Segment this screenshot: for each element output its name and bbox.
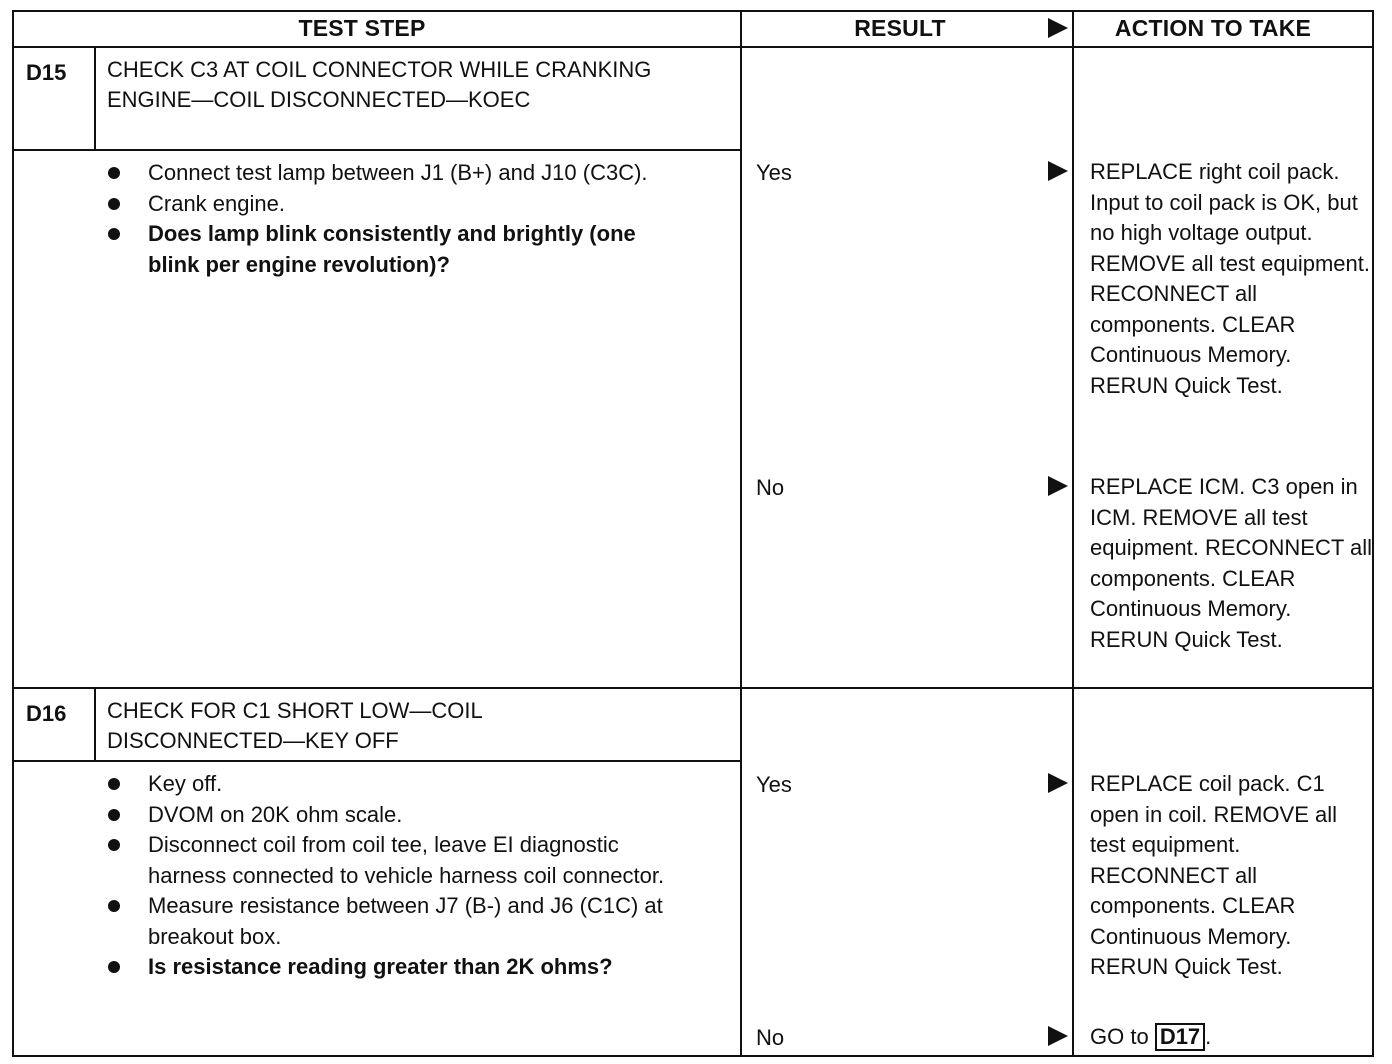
result-no-d16: No	[756, 1025, 785, 1050]
bullet-icon	[108, 198, 120, 210]
result-yes-d16: Yes	[756, 772, 792, 797]
col-divider-result	[740, 10, 742, 1057]
header-result: RESULT	[854, 15, 946, 41]
d16-id-divider	[94, 687, 96, 761]
bullet-icon	[108, 839, 120, 851]
bullet-icon	[108, 900, 120, 912]
step-bullets-d16	[108, 769, 668, 983]
list-item: Is resistance reading greater than 2K ohms?	[108, 952, 668, 983]
list-item: Connect test lamp between J1 (B+) and J10 (C3C).	[108, 158, 668, 189]
result-no-d15: No	[756, 475, 785, 500]
action-suffix: .	[1205, 1024, 1212, 1049]
result-yes-d15: Yes	[756, 160, 792, 185]
header-action: ACTION TO TAKE	[1114, 15, 1312, 41]
action-no-d16	[1090, 1022, 1375, 1053]
step-title-d16: CHECK FOR C1 SHORT LOW—COIL DISCONNECTED—KEY OFF	[107, 698, 482, 753]
bullet-icon	[108, 961, 120, 973]
action-yes-d15: REPLACE right coil pack. Input to coil pack is OK, but no high voltage output. REMOVE all test equipment. RECONNECT all components. CLEAR Continuous Memory. RERUN Quick Test.	[1090, 159, 1371, 398]
step-reference: D17	[1155, 1023, 1205, 1051]
list-item: Key off.	[108, 769, 668, 800]
list-item: Measure resistance between J7 (B-) and J6 (C1C) at breakout box.	[108, 891, 668, 952]
d16-title-divider	[12, 760, 742, 762]
bullet-icon	[108, 809, 120, 821]
col-divider-action	[1072, 10, 1074, 1057]
bullet-icon	[108, 228, 120, 240]
step-id-d16: D16	[26, 701, 67, 726]
list-item: Does lamp blink consistently and brightly (one blink per engine revolution)?	[108, 219, 668, 280]
d15-id-divider	[94, 46, 96, 150]
arrow-icon	[1048, 773, 1068, 793]
section-divider	[12, 687, 1374, 689]
arrow-icon	[1048, 161, 1068, 181]
header-test-step: TEST STEP	[298, 15, 426, 41]
bullet-icon	[108, 778, 120, 790]
step-title-d15: CHECK C3 AT COIL CONNECTOR WHILE CRANKING ENGINE—COIL DISCONNECTED—KOEC	[107, 57, 652, 112]
list-item: Crank engine.	[108, 189, 668, 220]
header-divider	[12, 46, 1374, 48]
list-item: Disconnect coil from coil tee, leave EI diagnostic harness connected to vehicle harness coil connector.	[108, 830, 668, 891]
header-arrow-icon	[1048, 18, 1068, 38]
step-id-d15: D15	[26, 60, 67, 85]
list-item: DVOM on 20K ohm scale.	[108, 800, 668, 831]
action-yes-d16: REPLACE coil pack. C1 open in coil. REMOVE all test equipment. RECONNECT all components. CLEAR Continuous Memory. RERUN Quick Test.	[1090, 771, 1337, 979]
action-prefix: GO to	[1090, 1024, 1149, 1049]
d15-title-divider	[12, 149, 742, 151]
arrow-icon	[1048, 1026, 1068, 1046]
action-no-d15: REPLACE ICM. C3 open in ICM. REMOVE all test equipment. RECONNECT all components. CLEAR Continuous Memory. RERUN Quick Test.	[1090, 474, 1373, 652]
bullet-icon	[108, 167, 120, 179]
step-bullets-d15	[108, 158, 668, 280]
arrow-icon	[1048, 476, 1068, 496]
